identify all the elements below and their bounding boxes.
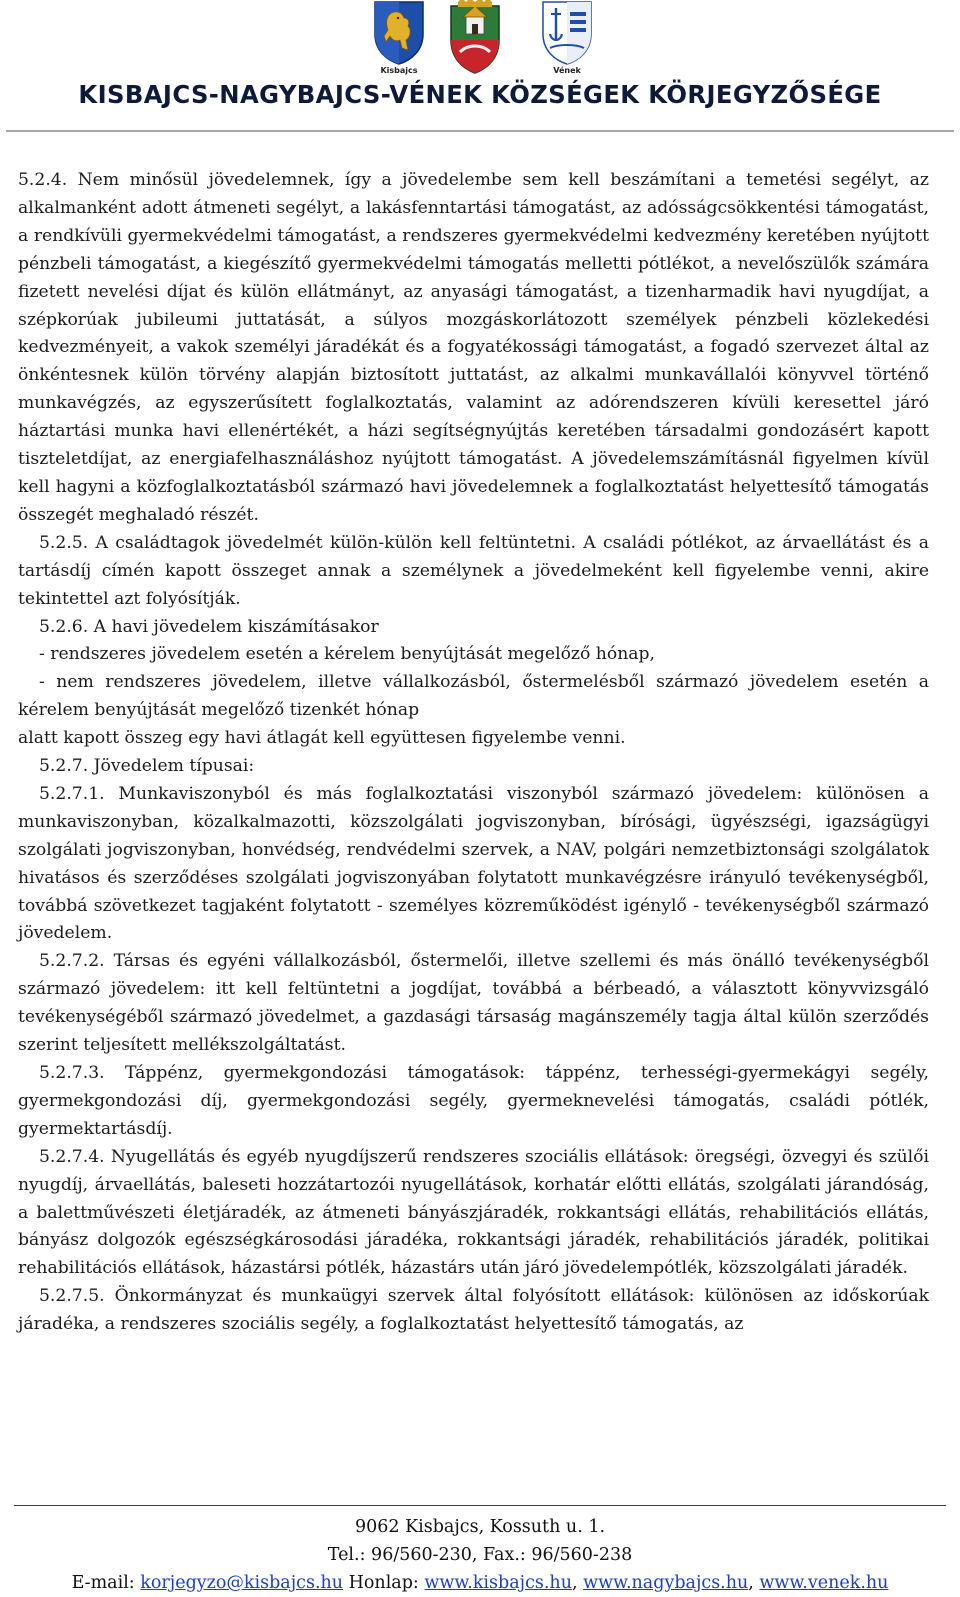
footer-phone: Tel.: 96/560-230, Fax.: 96/560-238 <box>327 1545 633 1565</box>
email-link[interactable]: korjegyzo@kisbajcs.hu <box>140 1573 344 1593</box>
web-link-venek[interactable]: www.venek.hu <box>759 1573 889 1593</box>
footer-contact: E-mail: korjegyzo@kisbajcs.hu Honlap: www.kisbajcs.hu, www.nagybajcs.hu, www.venek.hu <box>71 1573 889 1593</box>
paragraph-5-2-7-1: 5.2.7.1. Munkaviszonyból és más foglalkoztatási viszonyból származó jövedelem: különösen a munkaviszonyban, közalkalmazotti, közszolgálati jogviszonyban, bírósági, ügyészségi, igazságügyi szolgálati jogviszonyban, honvédség, rendvédelmi szervek, a NAV, polgári nemzetbiztonsági szolgálatok hivatásos és szerződéses szolgálati jogviszonyában folytatott munkavégzésre irányuló tevékenységből, továbbá szövetkezet tagjaként folytatott - személyes közreműködést igénylő - tevékenységből származó jövedelem. <box>18 783 929 944</box>
anchor-crest-icon <box>540 0 594 75</box>
crest-label-venek: Vének <box>553 66 581 75</box>
web-link-kisbajcs[interactable]: www.kisbajcs.hu <box>424 1573 572 1593</box>
church-crest-icon <box>448 0 502 76</box>
web-label: Honlap: <box>348 1573 419 1593</box>
footer-address: 9062 Kisbajcs, Kossuth u. 1. <box>354 1517 606 1537</box>
list-item-irregular-income: - nem rendszeres jövedelem, illetve vállalkozásból, őstermelésből származó jövedelem esetén a kérelem benyújtását megelőző tizenkét hónap <box>18 672 929 721</box>
document-body <box>18 167 929 1339</box>
paragraph-5-2-5: 5.2.5. A családtagok jövedelmét külön-külön kell feltüntetni. A családi pótlékot, az árvaellátást és a tartásdíj címén kapott összeget annak a személynek a jövedelmeként kell figyelembe venni, akire tekintettel azt folyósítják. <box>18 532 929 609</box>
crest-row <box>372 0 612 82</box>
office-title: KISBAJCS-NAGYBAJCS-VÉNEK KÖZSÉGEK KÖRJEGYZŐSÉGE <box>78 80 882 109</box>
footer-divider <box>14 1505 946 1506</box>
paragraph-average: alatt kapott összeg egy havi átlagát kell együttesen figyelembe venni. <box>18 728 626 749</box>
email-label: E-mail: <box>71 1573 135 1593</box>
header-divider <box>6 130 954 132</box>
crest-label-kisbajcs: Kisbajcs <box>380 66 418 75</box>
paragraph-5-2-7-3: 5.2.7.3. Táppénz, gyermekgondozási támogatások: táppénz, terhességi-gyermekágyi segély, gyermekgondozási díj, gyermekgondozási segély, gyermeknevelési támogatás, családi pótlék, gyermektartásdíj. <box>18 1063 929 1139</box>
paragraph-5-2-6: 5.2.6. A havi jövedelem kiszámításakor <box>39 616 379 637</box>
paragraph-5-2-4: 5.2.4. Nem minősül jövedelemnek, így a jövedelembe sem kell beszámítani a temetési segélyt, az alkalmanként adott átmeneti segélyt, a lakásfenntartási támogatást, az adósságcsökkentési támogatást, a rendkívüli gyermekvédelmi támogatást, a rendszeres gyermekvédelmi kedvezmény keretében nyújtott pénzbeli támogatást, a kiegészítő gyermekvédelmi támogatás melletti pótlékot, a nevelőszülők számára fizetett nevelési díjat és külön ellátmányt, az anyasági támogatást, a tizenharmadik havi nyugdíjat, a szépkorúak jubileumi juttatását, a súlyos mozgáskorlátozott személyek pénzbeli közlekedési kedvezményeit, a vakok személyi járadékát és a fogyatékossági támogatást, a fogadó szervezet által az önkéntesnek külön törvény alapján biztosított juttatást, az alkalmi munkavállalói könyvvel történő munkavégzés, az egyszerűsített foglalkoztatás, valamint az adórendszeren kívüli keresettel járó háztartási munka havi ellenértékét, a házi segítségnyújtás keretében társadalmi gondozásért kapott tiszteletdíjat, az energiafelhasználáshoz nyújtott támogatást. A jövedelemszámításnál figyelmen kívül kell hagyni a közfoglalkoztatásból származó havi jövedelemnek a foglalkoztatást helyettesítő támogatás összegét meghaladó részét. <box>18 170 929 525</box>
paragraph-5-2-7-4: 5.2.7.4. Nyugellátás és egyéb nyugdíjszerű rendszeres szociális ellátások: öregségi, özvegyi és szülői nyugdíj, árvaellátás, baleseti hozzátartozói nyugellátások, korhatár előtti ellátás, szolgálati járandóság, a balettművészeti életjáradék, az átmeneti bányászjáradék, rokkantsági ellátás, rehabilitációs ellátás, bányász dolgozók egészségkárosodási járadéka, rokkantsági járadék, rehabilitációs járadék, politikai rehabilitációs ellátások, házastársi pótlék, házastárs után járó jövedelempótlék, közszolgálati járadék. <box>18 1146 929 1279</box>
letterhead <box>0 0 960 136</box>
web-link-nagybajcs[interactable]: www.nagybajcs.hu <box>583 1573 749 1593</box>
paragraph-5-2-7: 5.2.7. Jövedelem típusai: <box>39 756 255 777</box>
paragraph-5-2-7-5: 5.2.7.5. Önkormányzat és munkaügyi szervek által folyósított ellátások: különösen az időskorúak járadéka, a rendszeres szociális segély, a foglalkoztatást helyettesítő támogatás, az <box>18 1286 929 1335</box>
paragraph-5-2-7-2: 5.2.7.2. Társas és egyéni vállalkozásból, őstermelői, illetve szellemi és más önálló tevékenységből származó jövedelem: itt kell feltüntetni a jogdíjat, továbbá a bérbeadó, a választott könyvvizsgáló tevékenységéből származó jövedelmet, a gazdasági társaság magánszemély tagja által külön szerződés szerint teljesített mellékszolgáltatást. <box>18 951 929 1056</box>
list-item-regular-income: - rendszeres jövedelem esetén a kérelem benyújtását megelőző hónap, <box>39 644 655 665</box>
lion-crest-icon <box>372 0 426 75</box>
